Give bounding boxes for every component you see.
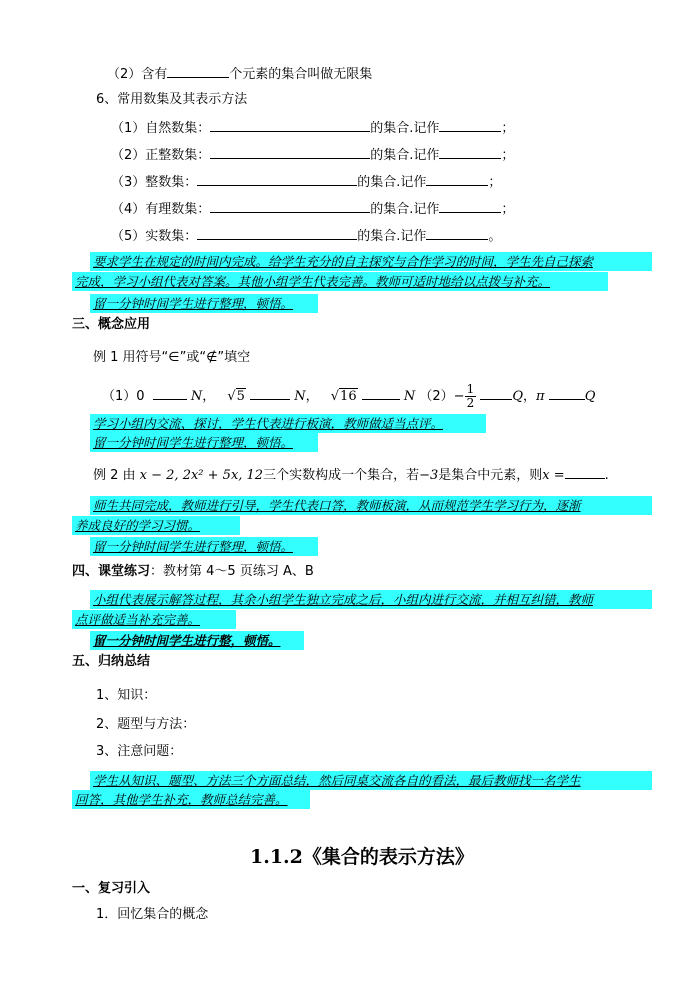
blank: [210, 118, 370, 132]
teaching-note-highlight: 点评做适当补充完善。: [72, 610, 236, 629]
numset-positive-integer: （2）正整数集： 的集合.记作 ；: [111, 145, 514, 165]
blank: [167, 64, 229, 78]
blank: [426, 226, 488, 240]
teaching-note-highlight: 学习小组内交流、探讨，学生代表进行板演，教师做适当点评。: [90, 414, 486, 433]
heading-6: 6、常用数集及其表示方法: [96, 92, 248, 107]
teaching-note-highlight: 留一分钟时间学生进行整理，顿悟。: [90, 294, 318, 313]
teaching-note-highlight: 留一分钟时间学生进行整理，顿悟。: [90, 433, 318, 452]
heading-review: 一、复习引入: [72, 881, 151, 896]
classroom-practice: 四、课堂练习：教材第 4～5 页练习 A、B: [72, 564, 314, 579]
blank: [153, 386, 187, 400]
review-item-1: 1．回忆集合的概念: [96, 907, 209, 922]
item-infinite-set: （2）含有 个元素的集合叫做无限集: [107, 64, 372, 84]
sqrt-16: √16: [330, 389, 357, 404]
teaching-note-highlight: 完成，学习小组代表对答案。其他小组学生代表完善。教师可适时地给以点拨与补充。: [72, 272, 608, 291]
teaching-note-highlight: 学生从知识、题型、方法三个方面总结，然后同桌交流各自的看法，最后教师找一名学生: [90, 771, 652, 790]
numset-rational: （4）有理数集： 的集合.记作 ；: [111, 199, 514, 219]
sqrt-5: √5: [227, 389, 245, 404]
teaching-note-highlight: 师生共同完成，教师进行引导，学生代表口答，教师板演，从而规范学生学习行为，逐渐: [90, 496, 652, 515]
teaching-note-highlight: 留一分钟时间学生进行整理，顿悟。: [90, 537, 318, 556]
blank: [426, 172, 488, 186]
numset-integer: （3）整数集： 的集合.记作 ；: [111, 172, 501, 192]
teaching-note-highlight: 养成良好的学习习惯。: [72, 516, 240, 535]
teaching-note-highlight: 要求学生在规定的时间内完成。给学生充分的自主探究与合作学习的时间，学生先自己探索: [90, 252, 652, 271]
blank: [439, 199, 501, 213]
teaching-note-highlight: 回答，其他学生补充，教师总结完善。: [72, 790, 310, 809]
example-1-label: 例 1 用符号“∈”或“∉”填空: [93, 350, 251, 365]
blank: [197, 172, 357, 186]
blank: [439, 118, 501, 132]
numset-real: （5）实数集： 的集合.记作 。: [111, 226, 501, 246]
blank: [549, 386, 585, 400]
numset-natural: （1）自然数集： 的集合.记作 ；: [111, 118, 514, 138]
blank: [439, 145, 501, 159]
summary-notes: 3、注意问题：: [96, 744, 183, 759]
summary-methods: 2、题型与方法：: [96, 717, 196, 732]
blank: [210, 145, 370, 159]
heading-summary: 五、归纳总结: [72, 654, 151, 669]
summary-knowledge: 1、知识：: [96, 688, 157, 703]
teaching-note-highlight: 留一分钟时间学生进行整，顿悟。: [90, 631, 304, 650]
blank: [480, 386, 512, 400]
lesson-title: 1.1.2《集合的表示方法》: [250, 846, 474, 868]
example-1-items: （1）0 N， √5 N， √16 N （2）− $\frac{1}{2}$ Q，π Q: [102, 382, 596, 410]
fraction-one-half: $\frac{1}{2}$: [466, 382, 475, 410]
blank: [210, 199, 370, 213]
blank: [250, 386, 290, 400]
example-2: 例 2 由 x − 2, 2x² + 5x, 12三个实数构成一个集合，若−3是集合中元素，则x = .: [93, 465, 609, 485]
heading-concept-application: 三、概念应用: [72, 317, 151, 332]
blank: [565, 465, 605, 479]
teaching-note-highlight: 小组代表展示解答过程，其余小组学生独立完成之后，小组内进行交流，并相互纠错，教师: [90, 590, 652, 609]
blank: [362, 386, 400, 400]
blank: [197, 226, 357, 240]
